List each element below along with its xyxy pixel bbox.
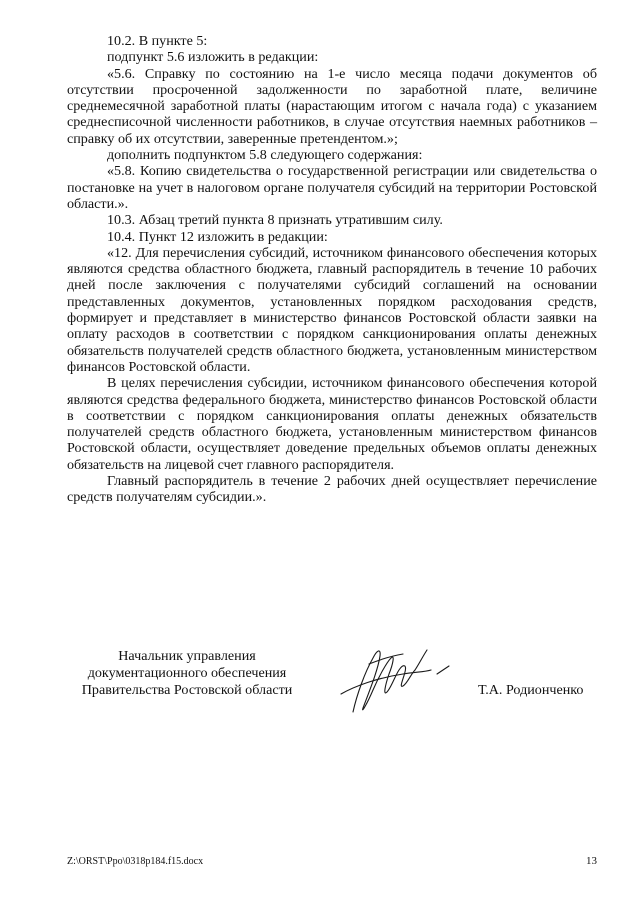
paragraph: «12. Для перечисления субсидий, источником финансового обеспечения которых являются средства областного бюджета, главный распорядитель в течение 10 рабочих дней после заключения с получателями субсидий соглашений на основании представленных документов, установленных порядком расходования средств, формирует и представляет в министерство финансов Ростовской области заявки на оплату расходов в соответствии с порядком санкционирования оплаты денежных обязательств получателей средств областного бюджета, установленным министерством финансов Ростовской области. [67,244,597,375]
document-body [67,33,597,506]
paragraph: «5.6. Справку по состоянию на 1-е число месяца подачи документов об отсутствии просроченной задолженности по заработной плате, величине среднемесячной заработной платы (нарастающим итогом с начала года) с указанием среднесписочной численности работников, в случае отсутствия наемных работников – справку об их отсутствии, заверенные претендентом.»; [67,65,597,147]
signatory-title-line: документационного обеспечения [87,665,287,681]
page-number: 13 [586,855,597,867]
paragraph: Главный распорядитель в течение 2 рабочих дней осуществляет перечисление средств получателям субсидии.». [67,473,597,506]
handwritten-signature [333,634,463,724]
file-path: Z:\ORST\Ppo\0318p184.f15.docx [67,856,204,867]
signer-name: Т.А. Родионченко [478,682,584,698]
paragraph: подпункт 5.6 изложить в редакции: [107,49,319,66]
paragraph: «5.8. Копию свидетельства о государственной регистрации или свидетельства о постановке на учет в налоговом органе получателя субсидий на территории Ростовской области.». [67,163,597,212]
paragraph: дополнить подпунктом 5.8 следующего содержания: [107,147,423,164]
signatory-title-line: Начальник управления [118,648,256,664]
signatory-title-line: Правительства Ростовской области [81,682,293,698]
paragraph: 10.4. Пункт 12 изложить в редакции: [107,228,328,245]
paragraph: В целях перечисления субсидии, источником финансового обеспечения которой являются средства федерального бюджета, министерство финансов Ростовской области в соответствии с порядком санкционирования оплаты денежных обязательств получателей средств областного бюджета, установленным министерством финансов Ростовской области, осуществляет доведение предельных объемов оплаты денежных обязательств на лицевой счет главного распорядителя. [67,375,597,473]
paragraph: 10.3. Абзац третий пункта 8 признать утратившим силу. [107,212,443,229]
paragraph: 10.2. В пункте 5: [107,33,208,49]
signatory-title [67,648,307,699]
